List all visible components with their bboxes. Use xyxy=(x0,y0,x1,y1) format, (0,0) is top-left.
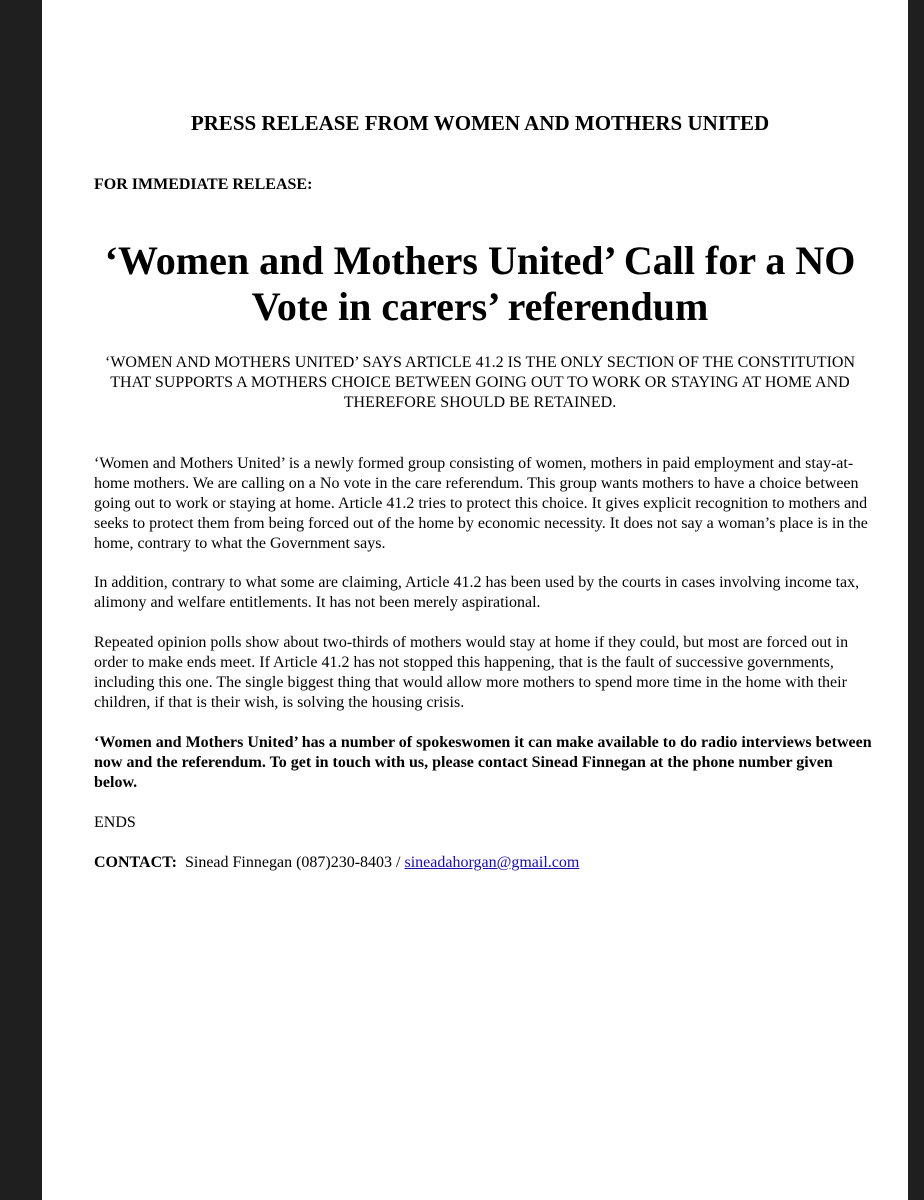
press-release-title: PRESS RELEASE FROM WOMEN AND MOTHERS UNITED xyxy=(190,111,770,135)
body-paragraph-4-bold: ‘Women and Mothers United’ has a number of spokeswomen it can make available to do radio interviews between now and the referendum. To get in touch with us, please contact Sinead Finnegan at the phone number given below. xyxy=(94,734,872,791)
body-paragraph-3: Repeated opinion polls show about two-thirds of mothers would stay at home if they could, but most are forced out in order to make ends meet. If Article 41.2 has not stopped this happening, that is the fault of successive governments, including this one. The single biggest thing that would allow more mothers to spend more time in the home with their children, if that is their wish, is solving the housing crisis. xyxy=(94,634,849,711)
contact-label: CONTACT: xyxy=(94,854,177,871)
contact-line xyxy=(94,853,579,873)
subheadline: ‘WOMEN AND MOTHERS UNITED’ SAYS ARTICLE 41.2 IS THE ONLY SECTION OF THE CONSTITUTION THAT SUPPORTS A MOTHERS CHOICE BETWEEN GOING OUT TO WORK OR STAYING AT HOME AND THEREFORE SHOULD BE RETAINED. xyxy=(104,354,855,411)
contact-details: Sinead Finnegan (087)230-8403 / xyxy=(184,854,401,871)
ends-marker: ENDS xyxy=(94,814,136,831)
document-page xyxy=(42,0,908,1200)
contact-email-link[interactable]: sineadahorgan@gmail.com xyxy=(404,854,580,871)
right-margin-strip xyxy=(908,0,924,1200)
body-paragraph-2: In addition, contrary to what some are claiming, Article 41.2 has been used by the courts in cases involving income tax, alimony and welfare entitlements. It has not been merely aspirational. xyxy=(94,574,860,611)
release-line: FOR IMMEDIATE RELEASE: xyxy=(94,176,313,193)
body-paragraph-1: ‘Women and Mothers United’ is a newly formed group consisting of women, mothers in paid employment and stay-at-home mothers. We are calling on a No vote in the care referendum. This group wants mothers to have a choice between going out to work or staying at home. Article 41.2 tries to protect this choice. It gives explicit recognition to mothers and seeks to protect them from being forced out of the home by economic necessity. It does not say a woman’s place is in the home, contrary to what the Government says. xyxy=(94,455,868,552)
headline: ‘Women and Mothers United’ Call for a NO Vote in carers’ referendum xyxy=(104,238,856,329)
